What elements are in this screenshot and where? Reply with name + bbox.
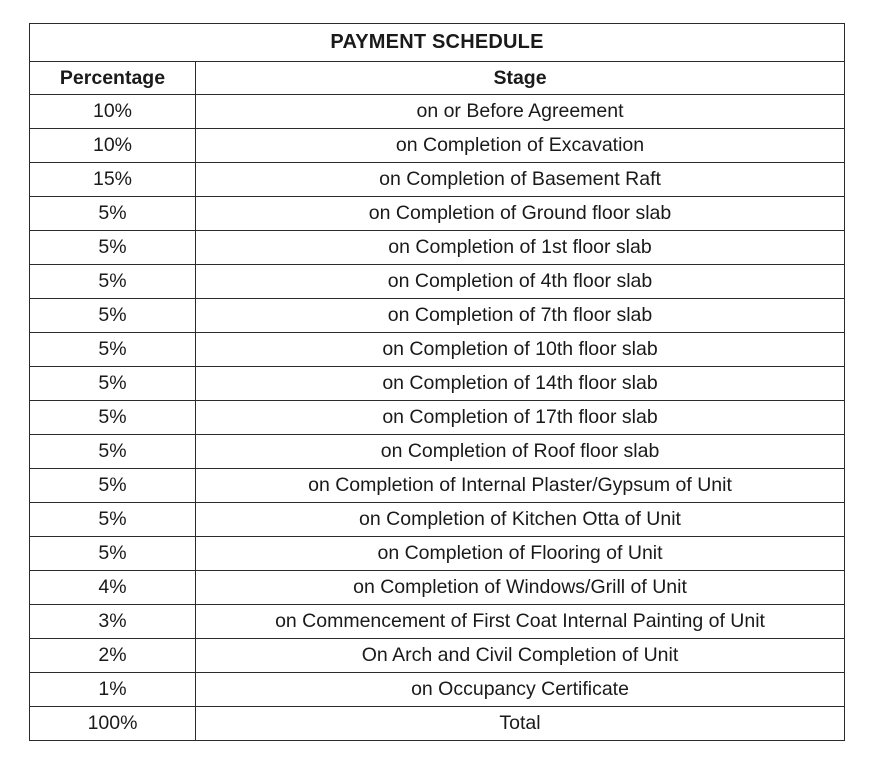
percentage-cell: 5% <box>30 231 196 265</box>
stage-cell: on Completion of Windows/Grill of Unit <box>196 571 845 605</box>
stage-cell: on Completion of 10th floor slab <box>196 333 845 367</box>
stage-cell: On Arch and Civil Completion of Unit <box>196 639 845 673</box>
table-row <box>30 197 845 231</box>
percentage-cell: 5% <box>30 299 196 333</box>
stage-cell: on Completion of Internal Plaster/Gypsum of Unit <box>196 469 845 503</box>
stage-cell: on Completion of 4th floor slab <box>196 265 845 299</box>
payment-schedule-table <box>29 23 845 741</box>
table-row <box>30 673 845 707</box>
table-row <box>30 503 845 537</box>
stage-cell: on Completion of Excavation <box>196 129 845 163</box>
percentage-cell: 5% <box>30 367 196 401</box>
percentage-cell: 5% <box>30 503 196 537</box>
stage-cell: on or Before Agreement <box>196 95 845 129</box>
table-title: PAYMENT SCHEDULE <box>30 24 845 62</box>
table-row <box>30 95 845 129</box>
total-label-cell: Total <box>196 707 845 741</box>
percentage-cell: 5% <box>30 435 196 469</box>
percentage-cell: 3% <box>30 605 196 639</box>
stage-cell: on Completion of 1st floor slab <box>196 231 845 265</box>
table-row <box>30 163 845 197</box>
header-row <box>30 62 845 95</box>
stage-column-header: Stage <box>196 62 845 95</box>
table-row <box>30 469 845 503</box>
percentage-column-header: Percentage <box>30 62 196 95</box>
stage-cell: on Completion of 17th floor slab <box>196 401 845 435</box>
percentage-cell: 1% <box>30 673 196 707</box>
percentage-cell: 2% <box>30 639 196 673</box>
table-row <box>30 435 845 469</box>
stage-cell: on Occupancy Certificate <box>196 673 845 707</box>
table-row <box>30 605 845 639</box>
percentage-cell: 5% <box>30 469 196 503</box>
stage-cell: on Completion of Ground floor slab <box>196 197 845 231</box>
table-row <box>30 367 845 401</box>
stage-cell: on Completion of 14th floor slab <box>196 367 845 401</box>
total-row <box>30 707 845 741</box>
table-row <box>30 571 845 605</box>
stage-cell: on Completion of Kitchen Otta of Unit <box>196 503 845 537</box>
table-row <box>30 639 845 673</box>
percentage-cell: 5% <box>30 537 196 571</box>
stage-cell: on Completion of Basement Raft <box>196 163 845 197</box>
table-row <box>30 401 845 435</box>
percentage-cell: 10% <box>30 95 196 129</box>
table-row <box>30 231 845 265</box>
table-row <box>30 299 845 333</box>
stage-cell: on Completion of 7th floor slab <box>196 299 845 333</box>
percentage-cell: 5% <box>30 401 196 435</box>
percentage-cell: 15% <box>30 163 196 197</box>
percentage-cell: 4% <box>30 571 196 605</box>
title-row <box>30 24 845 62</box>
total-percentage-cell: 100% <box>30 707 196 741</box>
stage-cell: on Completion of Flooring of Unit <box>196 537 845 571</box>
percentage-cell: 5% <box>30 265 196 299</box>
stage-cell: on Completion of Roof floor slab <box>196 435 845 469</box>
table-row <box>30 265 845 299</box>
percentage-cell: 10% <box>30 129 196 163</box>
table-row <box>30 129 845 163</box>
table-row <box>30 333 845 367</box>
table-row <box>30 537 845 571</box>
percentage-cell: 5% <box>30 197 196 231</box>
percentage-cell: 5% <box>30 333 196 367</box>
stage-cell: on Commencement of First Coat Internal Painting of Unit <box>196 605 845 639</box>
